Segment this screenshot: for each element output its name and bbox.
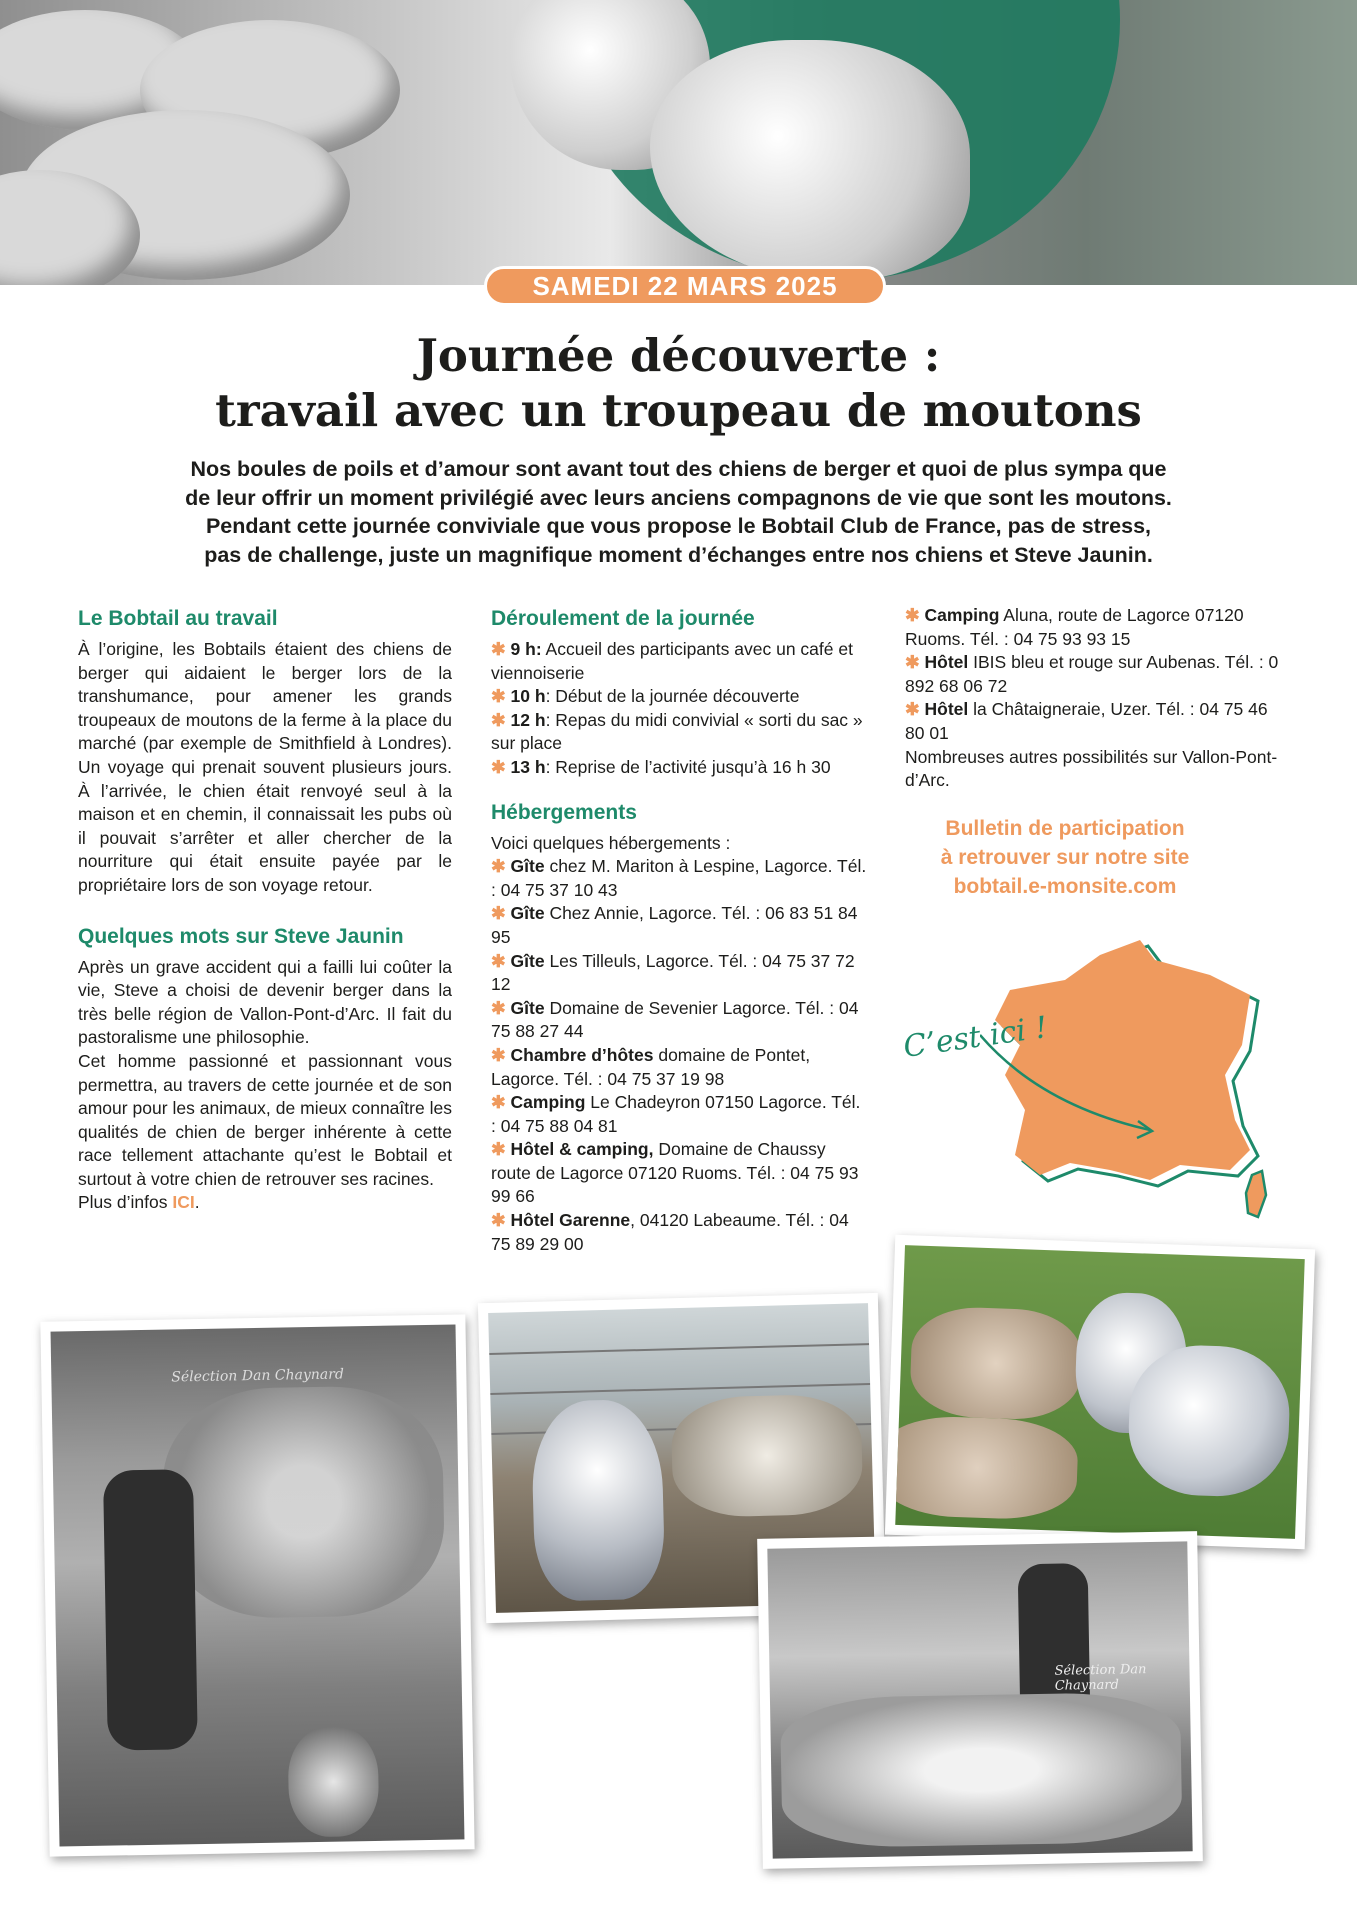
more-info-suffix: . (194, 1192, 200, 1213)
asterisk-icon: ✱ (491, 1139, 511, 1160)
map-label: C’est ici ! (901, 1010, 1050, 1065)
bobtail-dog-shape (530, 1399, 665, 1602)
lodging-type: Camping (924, 605, 1000, 625)
photo-dogs-on-grass (885, 1235, 1315, 1549)
fence-rails (489, 1343, 869, 1355)
schedule-time: 12 h (510, 709, 546, 730)
schedule-text: : Début de la journée découverte (545, 686, 800, 707)
asterisk-icon: ✱ (905, 699, 925, 720)
corsica-shape (1246, 1171, 1266, 1217)
schedule-item (491, 685, 867, 709)
heading-hebergements: Hébergements (491, 800, 637, 824)
other-lodging: Nombreuses autres possibilités sur Vallon-Pont-d’Arc. (905, 746, 1278, 791)
lodging-text: IBIS bleu et rouge sur Aubenas. Tél. : 0 892 68 06 72 (905, 652, 1279, 696)
lodging-text: chez M. Mariton à Lespine, Lagorce. Tél. : 04 75 37 10 43 (491, 856, 867, 900)
steve-jaunin-text-1: Après un grave accident qui a failli lui coûter la vie, Steve a choisi de devenir berger dans la très belle région de Vallon-Pont-d’Arc. Il fait du pastoralisme une philosophie. (78, 956, 452, 1048)
schedule-item (491, 638, 867, 685)
asterisk-icon: ✱ (491, 709, 511, 730)
photo-shepherd-flock-image (51, 1325, 465, 1847)
asterisk-icon: ✱ (491, 997, 511, 1018)
lodging-item (491, 1209, 867, 1256)
intro-line: de leur offrir un moment privilégié avec leurs anciens compagnons de vie que sont les moutons. (185, 485, 1172, 510)
date-badge: SAMEDI 22 MARS 2025 (484, 266, 886, 306)
lodging-item (491, 950, 867, 997)
lodging-intro: Voici quelques hébergements : (491, 832, 731, 853)
schedule-text: Accueil des participants avec un café et viennoiserie (491, 639, 853, 683)
dog-shape (287, 1726, 379, 1838)
schedule-list (491, 638, 867, 780)
lodging-text: Domaine de Sevenier Lagorce. Tél. : 04 75 88 27 44 (491, 997, 859, 1042)
lodging-item (905, 698, 1280, 745)
column-left (78, 606, 452, 1215)
column-right (905, 604, 1280, 793)
intro-paragraph (130, 455, 1227, 569)
france-map (980, 935, 1280, 1245)
sheep-shape (909, 1305, 1083, 1421)
photo-shepherd-flock (40, 1314, 474, 1856)
intro-line: pas de challenge, juste un magnifique moment d’échanges entre nos chiens et Steve Jaunin. (204, 542, 1153, 567)
asterisk-icon: ✱ (491, 639, 511, 659)
photo-woman-with-dogs (757, 1531, 1203, 1869)
asterisk-icon: ✱ (491, 686, 511, 707)
more-info-prefix: Plus d’infos (78, 1192, 173, 1213)
schedule-item (491, 756, 867, 780)
schedule-text: : Reprise de l’activité jusqu’à 16 h 30 (545, 756, 831, 777)
heading-deroulement: Déroulement de la journée (491, 607, 755, 630)
heading-bobtail-au-travail: Le Bobtail au travail (78, 607, 278, 630)
column-middle (491, 606, 867, 1256)
hero-photo (0, 0, 1357, 285)
lodging-text: Aluna, route de Lagorce 07120 Ruoms. Tél. : 04 75 93 93 15 (905, 605, 1244, 649)
lodging-text: Le Chadeyron 07150 Lagorce. Tél. : 04 75 88 04 81 (491, 1092, 861, 1136)
bulletin-link[interactable]: bobtail.e-monsite.com (953, 875, 1177, 898)
lodging-type: Hôtel (924, 652, 969, 673)
page-title: Journée découverte : (416, 329, 941, 382)
flock-shape (162, 1385, 446, 1620)
lodging-item (491, 1091, 867, 1138)
bobtail-dog-shape (1126, 1343, 1291, 1498)
lodging-item (905, 604, 1280, 651)
lodging-item (905, 651, 1280, 698)
lodging-item (491, 902, 867, 949)
intro-line: Pendant cette journée conviviale que vous propose le Bobtail Club de France, pas de stress, (205, 514, 1152, 538)
france-map-shape (995, 940, 1250, 1180)
photo-woman-with-dogs-image (767, 1541, 1192, 1858)
schedule-item (491, 709, 867, 756)
lodging-text: Domaine de Chaussy route de Lagorce 07120 Ruoms. Tél. : 04 75 93 99 66 (491, 1139, 859, 1207)
schedule-time: 9 h: (510, 639, 542, 659)
intro-line: Nos boules de poils et d’amour sont avant tout des chiens de berger et quoi de plus sympa que (190, 457, 1167, 481)
more-info-link[interactable]: ICI (172, 1192, 195, 1213)
lodging-item (491, 1138, 867, 1209)
lodging-item (491, 997, 867, 1044)
steve-jaunin-text-2: Cet homme passionné et passionnant vous permettra, au travers de cette journée et de son amour pour les animaux, de mieux connaître les qualités de chien de berger inhérente à cette race tellement attachante qu’est le Bobtail et surtout à votre chien de retrouver ses racines. (78, 1050, 452, 1189)
bobtail-history-text: À l’origine, les Bobtails étaient des chiens de berger qui aidaient le berger lors de la transhumance, pour amener les grands troupeaux de moutons de la ferme à la place du marché (par exemple de Smithfield à Londres). Un voyage qui prenait souvent plusieurs jours. À l’arrivée, le chien était renvoyé seul à la maison et en chemin, il connaissait les pubs où il pouvait s’arrêter et aller chercher de la nourriture qui était ensuite payée par le propriétaire lors de son voyage retour. (78, 639, 452, 895)
sheep-shape (895, 1414, 1079, 1521)
dogs-group-shape (780, 1692, 1183, 1849)
bulletin-line: Bulletin de participation (945, 817, 1185, 840)
lodging-type: Hôtel & camping, (510, 1139, 654, 1160)
asterisk-icon: ✱ (491, 903, 511, 924)
asterisk-icon: ✱ (491, 756, 511, 777)
lodging-list (491, 855, 867, 1256)
asterisk-icon: ✱ (491, 1210, 511, 1231)
lodging-type: Hôtel (924, 699, 969, 720)
bulletin-line: à retrouver sur notre site (940, 846, 1190, 869)
asterisk-icon: ✱ (905, 652, 925, 673)
lodging-text: , 04120 Labeaume. Tél. : 04 75 89 29 00 (491, 1210, 849, 1254)
page-subtitle: travail avec un troupeau de moutons (215, 384, 1142, 437)
lodging-text: la Châtaigneraie, Uzer. Tél. : 04 75 46 80 01 (905, 699, 1268, 743)
more-info (78, 1191, 452, 1215)
asterisk-icon: ✱ (491, 950, 511, 971)
asterisk-icon: ✱ (491, 1044, 511, 1065)
lodging-text: Chez Annie, Lagorce. Tél. : 06 83 51 84 95 (491, 903, 858, 947)
photo-dogs-on-grass-image (895, 1245, 1305, 1539)
schedule-text: : Repas du midi convivial « sorti du sac » sur place (491, 709, 863, 754)
asterisk-icon: ✱ (491, 856, 511, 877)
lodging-type: Chambre d’hôtes (510, 1044, 654, 1065)
lodging-type: Hôtel Garenne (510, 1210, 631, 1231)
lodging-item (491, 1044, 867, 1091)
heading-steve-jaunin: Quelques mots sur Steve Jaunin (78, 924, 404, 948)
lodging-type: Gîte (510, 856, 545, 877)
lodging-item (491, 855, 867, 902)
lodging-type: Gîte (510, 950, 545, 971)
lodging-type: Camping (510, 1092, 586, 1113)
schedule-time: 13 h (510, 756, 546, 777)
lodging-type: Gîte (510, 997, 545, 1018)
photo-watermark: Sélection Dan Chaynard (1054, 1662, 1147, 1694)
lodging-text: domaine de Pontet, Lagorce. Tél. : 04 75 37 19 98 (491, 1044, 811, 1089)
lodging-type: Gîte (510, 903, 545, 924)
shepherd-shape (103, 1469, 198, 1751)
sheep-shape (670, 1393, 863, 1518)
bulletin-callout (905, 814, 1225, 901)
asterisk-icon: ✱ (905, 605, 925, 625)
photo-watermark: Sélection Dan Chaynard (171, 1366, 345, 1386)
lodging-text: Les Tilleuls, Lagorce. Tél. : 04 75 37 72 12 (491, 950, 855, 995)
asterisk-icon: ✱ (491, 1092, 511, 1113)
schedule-time: 10 h (510, 686, 546, 707)
